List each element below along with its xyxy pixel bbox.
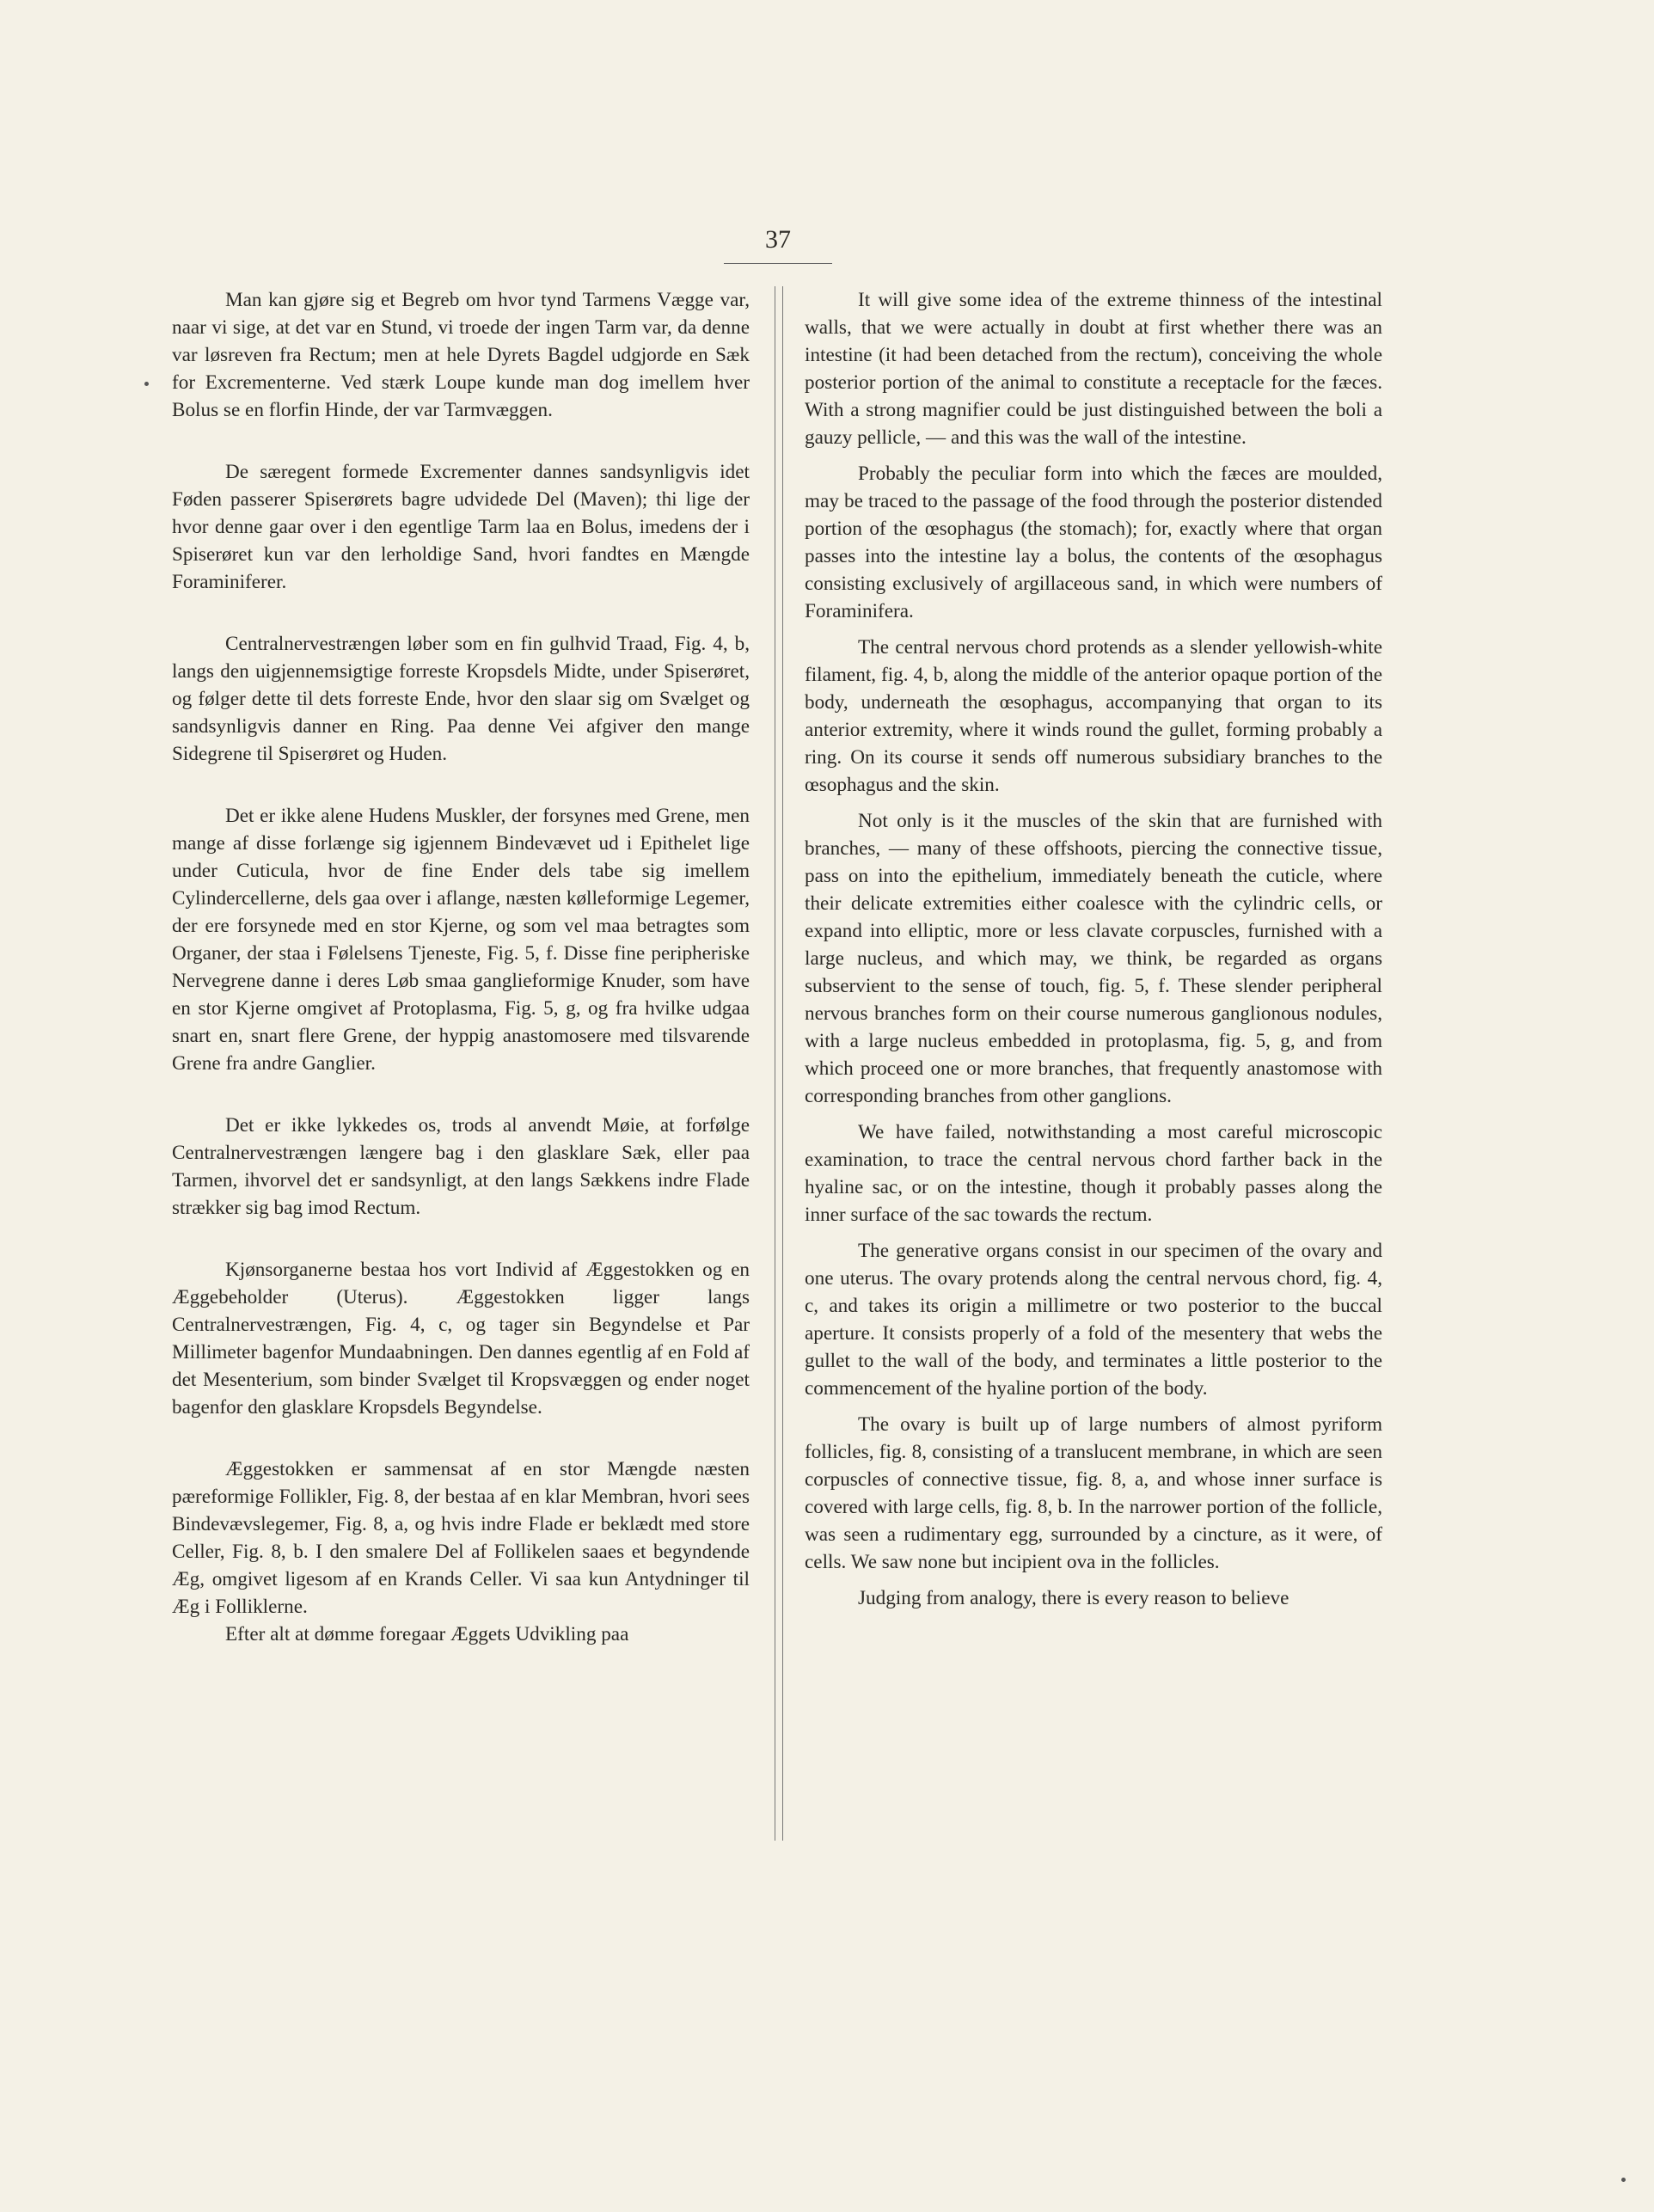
paragraph: Efter alt at dømme foregaar Æggets Udvikling paa [225,1623,629,1645]
left-column-danish [172,286,750,1682]
margin-speck [144,382,149,386]
paragraph: Probably the peculiar form into which the fæces are moulded, may be traced to the passage of the food through the posterior distended portion of the œsophagus (the stomach); for, exactly where that organ passes into the intestine lay a bolus, the contents of the œsophagus consisting exclusively of argillaceous sand, in which were numbers of Foraminifera. [805,463,1382,622]
paragraph: Kjønsorganerne bestaa hos vort Individ af Æggestokken og en Æggebeholder (Uterus). Æggestokken ligger langs Centralnervestrængen, Fig. 4, c, og tager sin Begyndelse et Par Millimeter bagenfor Mundaabningen. Den dannes egentlig af en Fold af det Mesenterium, som binder Svælget til Kropsvæggen og ender noget bagenfor den glasklare Kropsdels Begyndelse. [172,1259,750,1418]
paragraph: Man kan gjøre sig et Begreb om hvor tynd Tarmens Vægge var, naar vi sige, at det var en Stund, vi troede der ingen Tarm var, da denne var løsreven fra Rectum; men at hele Dyrets Bagdel udgjorde en Sæk for Excrementerne. Ved stærk Loupe kunde man dog imellem hver Bolus se en florfin Hinde, der var Tarmvæggen. [172,289,750,421]
paragraph: Not only is it the muscles of the skin that are furnished with branches, — many of these offshoots, piercing the connective tissue, pass on into the epithelium, immediately beneath the cuticle, where their delicate extremities either coalesce with the cylindric cells, or expand into elliptic, more or less clavate corpuscles, furnished with a large nucleus, and which may, we think, be regarded as organs subservient to the sense of touch, fig. 5, f. These slender peripheral nervous branches form on their course numerous ganglionous nodules, with a large nucleus embedded in protoplasma, fig. 5, g, and from which proceed one or more branches, that frequently anastomose with corresponding branches from other ganglions. [805,810,1382,1107]
paragraph: We have failed, notwithstanding a most careful microscopic examination, to trace the central nervous chord farther back in the hyaline sac, or on the intestine, though it probably passes along the inner surface of the sac towards the rectum. [805,1121,1382,1226]
margin-speck [1621,2178,1626,2182]
paragraph: It will give some idea of the extreme thinness of the intestinal walls, that we were actually in doubt at first whether there was an intestine (it had been detached from the rectum), conceiving the whole posterior portion of the animal to constitute a receptacle for the fæces. With a strong magnifier could be just distinguished between the boli a gauzy pellicle, — and this was the wall of the intestine. [805,289,1382,449]
page-number: 37 [724,225,832,264]
paragraph: Judging from analogy, there is every reason to believe [858,1587,1290,1609]
paragraph: The generative organs consist in our specimen of the ovary and one uterus. The ovary protends along the central nervous chord, fig. 4, c, and takes its origin a millimetre or two posterior to the buccal aperture. It consists properly of a fold of the mesentery that webs the gullet to the wall of the body, and terminates a little posterior to the commencement of the hyaline portion of the body. [805,1240,1382,1400]
paragraph: Det er ikke alene Hudens Muskler, der forsynes med Grene, men mange af disse forlænge sig igjennem Bindevævet ud i Epithelet lige under Cuticula, hvor de fine Ender dels tabe sig imellem Cylindercellerne, dels gaa over i aflange, næsten kølleformige Legemer, der ere forsynede med en stor Kjerne, og som vel maa betragtes som Organer, der staa i Følelsens Tjeneste, Fig. 5, f. Disse fine peripheriske Nervegrene danne i deres Løb smaa ganglieformige Knuder, som have en stor Kjerne omgivet af Protoplasma, Fig. 5, g, og fra hvilke udgaa snart en, snart flere Grene, der hyppig anastomosere med tilsvarende Grene fra andre Ganglier. [172,805,750,1075]
column-divider [775,286,783,1841]
paragraph: Æggestokken er sammensat af en stor Mængde næsten pæreformige Follikler, Fig. 8, der bestaa af en klar Membran, hvori sees Bindevævslegemer, Fig. 8, a, og hvis indre Flade er beklædt med store Celler, Fig. 8, b. I den smalere Del af Follikelen saaes et begyndende Æg, omgivet ligesom af en Krands Celler. Vi saa kun Antydninger til Æg i Folliklerne. [172,1458,750,1618]
paragraph: The central nervous chord protends as a slender yellowish-white filament, fig. 4, b, along the middle of the anterior opaque portion of the body, underneath the œsophagus, accompanying that organ to its anterior extremity, where it winds round the gullet, forming probably a ring. On its course it sends off numerous subsidiary branches to the œsophagus and the skin. [805,636,1382,796]
paragraph: Centralnervestrængen løber som en fin gulhvid Traad, Fig. 4, b, langs den uigjennemsigtige forreste Kropsdels Midte, under Spiserøret, og følger dette til dets forreste Ende, hvor den slaar sig om Svælget og sandsynligvis danner en Ring. Paa denne Vei afgiver den mange Sidegrene til Spiserøret og Huden. [172,633,750,765]
right-column-english [805,286,1382,1621]
paragraph: De særegent formede Excrementer dannes sandsynligvis idet Føden passerer Spiserørets bagre udvidede Del (Maven); thi lige der hvor denne gaar over i den egentlige Tarm laa en Bolus, imedens der i Spiserøret kun var den lerholdige Sand, hvori fandtes en Mængde Foraminiferer. [172,461,750,593]
paragraph: Det er ikke lykkedes os, trods al anvendt Møie, at forfølge Centralnervestrængen længere bag i den glasklare Sæk, eller paa Tarmen, ihvorvel det er sandsynligt, at den langs Sækkens indre Flade strækker sig bag imod Rectum. [172,1114,750,1219]
paragraph: The ovary is built up of large numbers of almost pyriform follicles, fig. 8, consisting of a translucent membrane, in which are seen corpuscles of connective tissue, fig. 8, a, and whose inner surface is covered with large cells, fig. 8, b. In the narrower portion of the follicle, was seen a rudimentary egg, surrounded by a cincture, as it were, of cells. We saw none but incipient ova in the follicles. [805,1413,1382,1573]
